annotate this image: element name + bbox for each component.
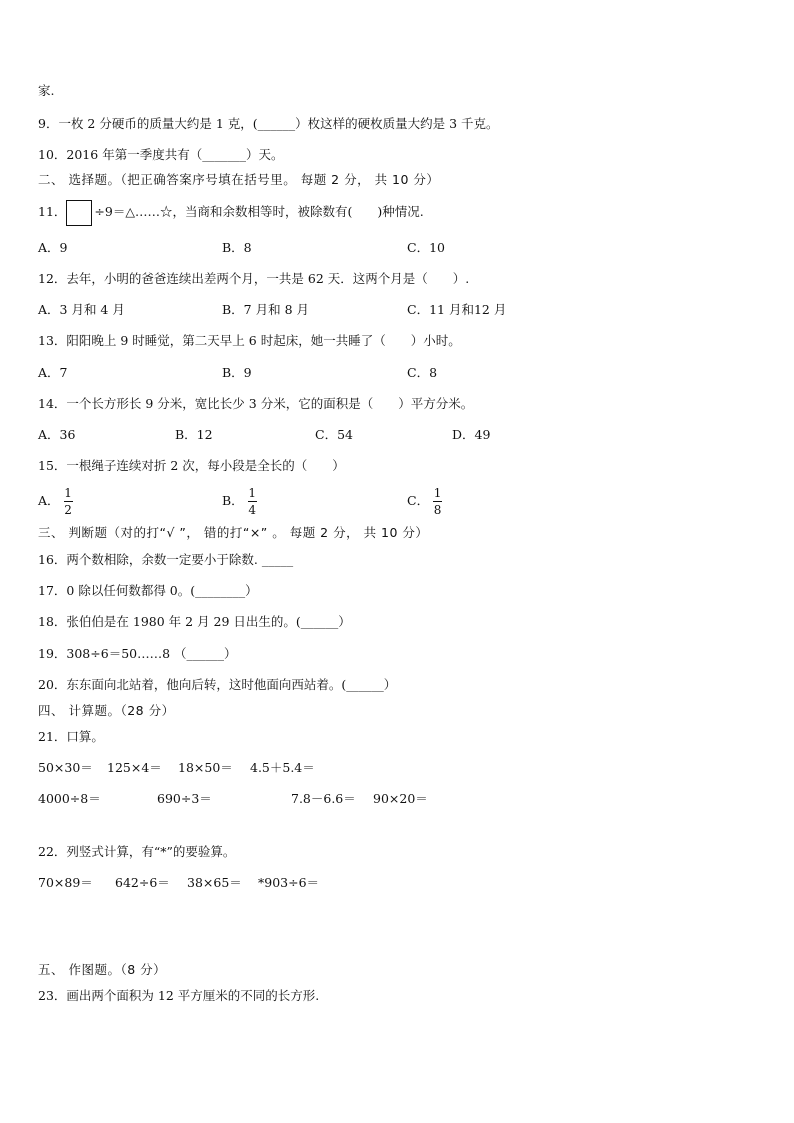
question-9: 9．一枚 2 分硬币的质量大约是 1 克，(______）枚这样的硬枚质量大约是 3 千克。 [38,116,499,131]
vertical-calc-3: 38×65＝ [187,875,242,890]
numerator: 1 [248,486,256,500]
q11-option-c: C．10 [407,240,445,255]
section-3-heading: 三、 判断题（对的打“√ ”， 错的打“×” 。 每题 2 分， 共 10 分） [38,525,429,540]
question-15: 15．一根绳子连续对折 2 次，每小段是全长的（ ） [38,458,345,473]
question-18: 18．张伯伯是在 1980 年 2 月 29 日出生的。(______） [38,614,351,629]
q11-option-b: B．8 [222,240,252,255]
denominator: 2 [64,503,72,517]
q13-option-a: A．7 [38,365,68,380]
q14-option-a: A．36 [38,427,76,442]
oral-calc-6: 690÷3＝ [157,791,212,806]
question-12: 12．去年，小明的爸爸连续出差两个月，一共是 62 天．这两个月是（ ）. [38,271,470,286]
numerator: 1 [433,486,442,500]
vertical-calc-1: 70×89＝ [38,875,93,890]
question-21: 21．口算。 [38,729,104,744]
fraction-one-quarter [248,486,257,517]
q14-option-b: B．12 [175,427,213,442]
question-14: 14．一个长方形长 9 分米，宽比长少 3 分米，它的面积是（ ）平方分米。 [38,396,474,411]
question-16: 16．两个数相除，余数一定要小于除数. _____ [38,552,294,567]
q15-option-b [222,486,257,517]
continued-text: 家. [38,83,55,98]
question-23: 23．画出两个面积为 12 平方厘米的不同的长方形. [38,988,320,1003]
fraction-bar [433,501,442,502]
q15-option-b-label: B． [222,493,244,508]
q15-option-c-label: C． [407,493,430,508]
q14-option-c: C．54 [315,427,353,442]
question-11 [38,199,424,226]
question-22: 22．列竖式计算，有“*”的要验算。 [38,844,236,859]
numerator: 1 [64,486,72,500]
blank-square-box [66,200,92,226]
fraction-one-half [64,486,73,517]
vertical-calc-2: 642÷6＝ [115,875,170,890]
denominator: 4 [248,503,256,517]
oral-calc-3: 18×50＝ [178,760,233,775]
q12-option-b: B．7 月和 8 月 [222,302,310,317]
section-4-heading: 四、 计算题。（28 分） [38,703,175,718]
q15-option-c [407,486,442,517]
q12-option-a: A．3 月和 4 月 [38,302,125,317]
question-20: 20．东东面向北站着，他向后转，这时他面向西站着。(______） [38,677,397,692]
q15-option-a-label: A． [38,493,60,508]
oral-calc-4: 4.5＋5.4＝ [250,760,315,775]
q14-option-d: D．49 [452,427,491,442]
question-19: 19．308÷6＝50……8 （______） [38,646,237,661]
fraction-one-eighth [433,486,442,517]
q13-option-b: B．9 [222,365,252,380]
denominator: 8 [433,503,442,517]
q12-option-c: C．11 月和12 月 [407,302,507,317]
fraction-bar [64,501,73,502]
oral-calc-8: 90×20＝ [373,791,428,806]
oral-calc-2: 125×4＝ [107,760,162,775]
question-11-text: ÷9＝△……☆，当商和余数相等时，被除数有( )种情况. [94,204,424,219]
oral-calc-1: 50×30＝ [38,760,93,775]
oral-calc-7: 7.8－6.6＝ [291,791,356,806]
q13-option-c: C．8 [407,365,438,380]
question-17: 17．0 除以任何数都得 0。(________） [38,583,258,598]
section-5-heading: 五、 作图题。（8 分） [38,962,167,977]
q15-option-a [38,486,73,517]
question-13: 13．阳阳晚上 9 时睡觉，第二天早上 6 时起床，她一共睡了（ ）小时。 [38,333,461,348]
section-2-heading: 二、 选择题。（把正确答案序号填在括号里。 每题 2 分， 共 10 分） [38,172,440,187]
question-11-number: 11． [38,204,67,219]
q11-option-a: A．9 [38,240,68,255]
fraction-bar [248,501,257,502]
vertical-calc-4: *903÷6＝ [258,875,320,890]
oral-calc-5: 4000÷8＝ [38,791,101,806]
question-10: 10．2016 年第一季度共有（_______）天。 [38,147,284,162]
